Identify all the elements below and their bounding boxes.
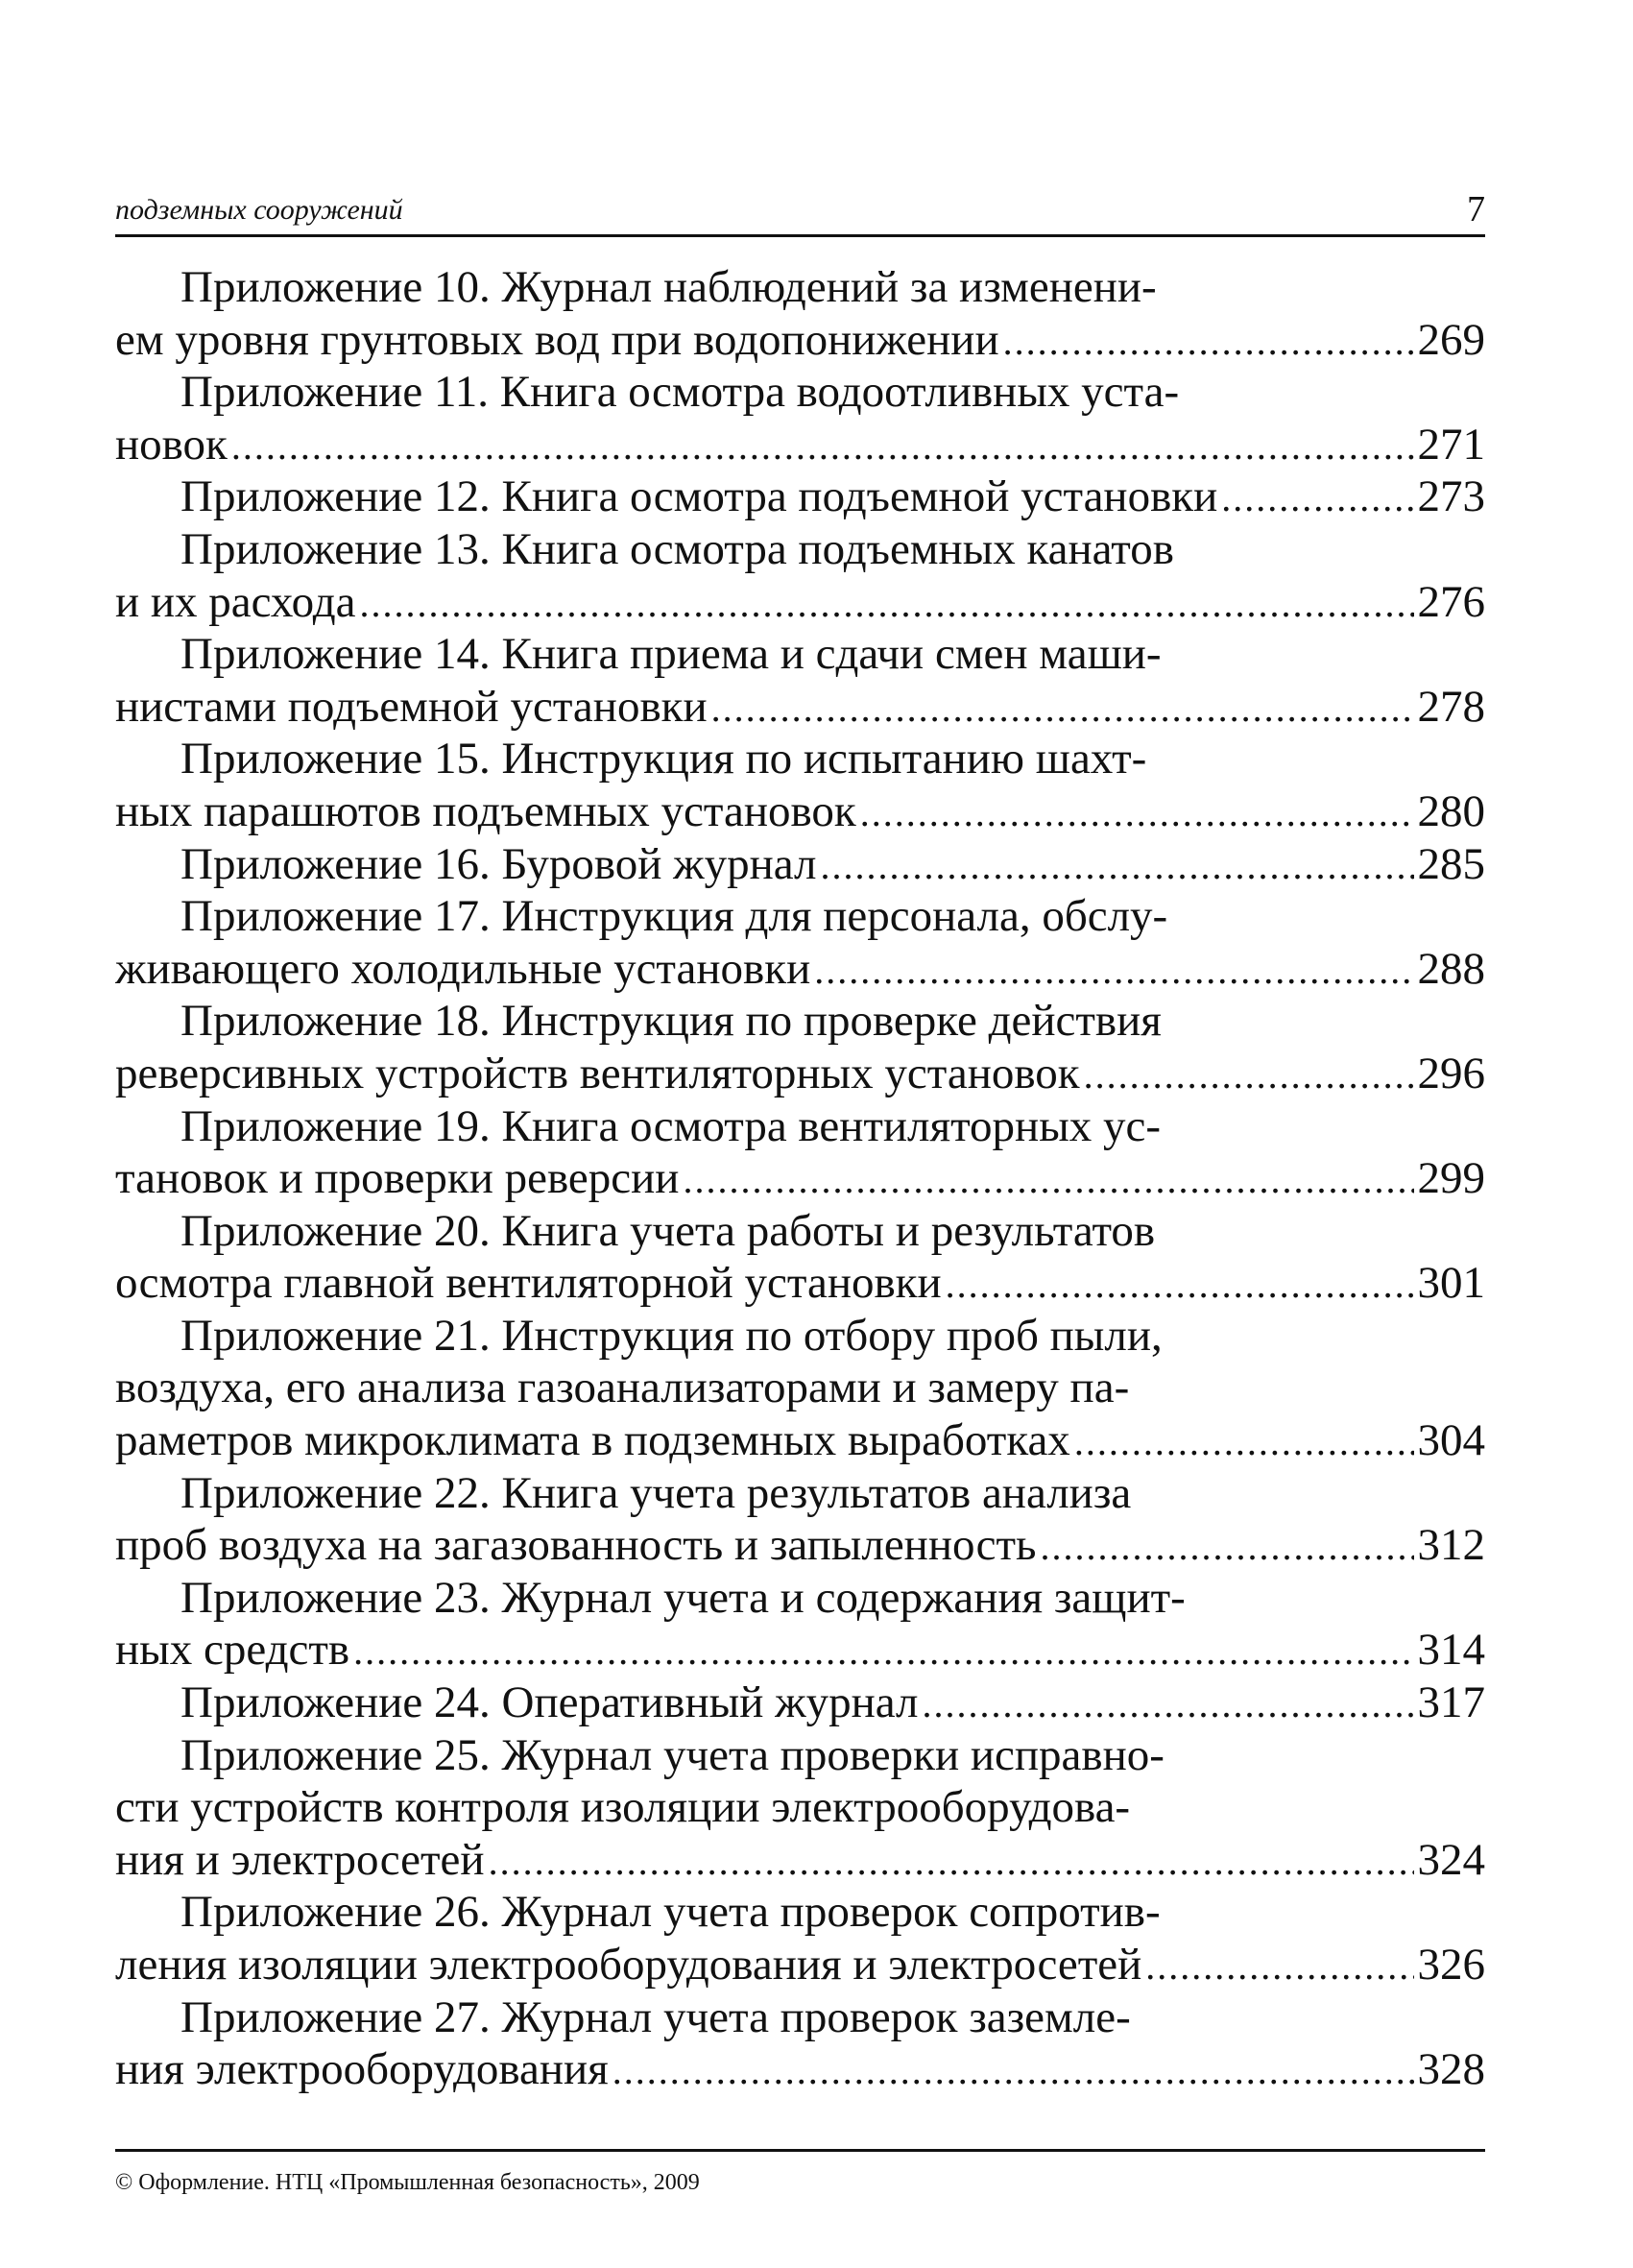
toc-entry-text: Приложение 27. Журнал учета проверок заземле- [180, 1991, 1131, 2042]
toc-entry-line [115, 943, 1485, 996]
toc-page-number: 314 [1417, 1625, 1485, 1676]
toc-entry-text: Приложение 25. Журнал учета проверки исправно- [180, 1729, 1165, 1780]
table-of-contents [115, 261, 1485, 2096]
toc-entry-line [115, 261, 1485, 314]
toc-entry-text: ления изоляции электрооборудования и электросетей [115, 1940, 1142, 1990]
dot-leader [814, 945, 1413, 996]
toc-entry-text: Приложение 22. Книга учета результатов анализа [180, 1467, 1132, 1518]
toc-entry-line [115, 1414, 1485, 1467]
toc-entry [115, 1572, 1485, 1677]
dot-leader [1040, 1521, 1413, 1572]
toc-entry-text: воздуха, его анализа газоанализаторами и замеру па- [115, 1363, 1130, 1413]
toc-entry-line [115, 1257, 1485, 1310]
dot-leader [353, 1626, 1413, 1677]
toc-entry-text: Приложение 18. Инструкция по проверке действия [180, 996, 1162, 1047]
toc-entry-text: проб воздуха на загазованность и запыленность [115, 1520, 1037, 1571]
toc-entry-text: Приложение 10. Журнал наблюдений за изменени- [180, 262, 1157, 312]
running-title: подземных сооружений [115, 194, 403, 226]
toc-entry-line [115, 995, 1485, 1048]
toc-entry [115, 1886, 1485, 1991]
dot-leader [612, 2045, 1414, 2096]
toc-entry-line [115, 470, 1485, 523]
dot-leader [489, 1836, 1414, 1887]
toc-entry-text: осмотра главной вентиляторной установки [115, 1258, 942, 1309]
toc-entry-line [115, 733, 1485, 785]
toc-entry-line [115, 1781, 1485, 1834]
toc-entry-line [115, 1152, 1485, 1205]
toc-entry-line [115, 1362, 1485, 1414]
toc-page-number: 296 [1417, 1048, 1485, 1098]
toc-entry [115, 733, 1485, 837]
dot-leader [1084, 1050, 1414, 1100]
toc-page-number: 278 [1417, 681, 1485, 732]
toc-page-number: 304 [1417, 1415, 1485, 1466]
toc-page-number: 269 [1417, 314, 1485, 365]
toc-entry-line [115, 1939, 1485, 1991]
toc-entry-line [115, 366, 1485, 419]
toc-entry-line [115, 785, 1485, 838]
header-rule [115, 234, 1485, 237]
toc-entry [115, 523, 1485, 628]
toc-page-number: 326 [1417, 1940, 1485, 1990]
toc-entry [115, 1729, 1485, 1887]
toc-entry-text: Приложение 19. Книга осмотра вентиляторных ус- [180, 1100, 1162, 1151]
toc-entry-text: ния электрооборудования [115, 2044, 609, 2095]
toc-entry-line [115, 2043, 1485, 2096]
toc-entry-text: Приложение 24. Оперативный журнал [180, 1677, 919, 1728]
toc-entry-line [115, 1100, 1485, 1153]
running-header [115, 188, 1485, 234]
dot-leader [946, 1259, 1414, 1310]
toc-entry-line [115, 1834, 1485, 1887]
toc-entry-line [115, 1624, 1485, 1677]
toc-entry-text: Приложение 15. Инструкция по испытанию шахт- [180, 734, 1147, 784]
toc-page-number: 301 [1417, 1258, 1485, 1309]
dot-leader [1145, 1941, 1413, 1991]
footer-rule [115, 2149, 1485, 2152]
toc-entry-text: Приложение 23. Журнал учета и содержания защит- [180, 1572, 1186, 1623]
toc-page-number: 324 [1417, 1834, 1485, 1885]
toc-entry-line [115, 1048, 1485, 1100]
dot-leader [860, 787, 1414, 838]
toc-page-number: 299 [1417, 1153, 1485, 1204]
toc-entry-line [115, 1205, 1485, 1258]
toc-page-number: 280 [1417, 785, 1485, 836]
dot-leader [922, 1678, 1413, 1729]
toc-entry [115, 1467, 1485, 1572]
toc-entry-text: Приложение 16. Буровой журнал [180, 838, 817, 889]
toc-entry [115, 261, 1485, 366]
toc-entry-text: тановок и проверки реверсии [115, 1153, 680, 1204]
toc-entry-line [115, 1886, 1485, 1939]
dot-leader [683, 1154, 1413, 1205]
toc-page-number: 328 [1417, 2044, 1485, 2095]
dot-leader [820, 840, 1413, 891]
toc-entry-line [115, 314, 1485, 367]
toc-page-number: 317 [1417, 1677, 1485, 1728]
toc-entry-text: сти устройств контроля изоляции электрооборудова- [115, 1782, 1131, 1833]
toc-entry [115, 1677, 1485, 1729]
toc-entry-line [115, 1519, 1485, 1572]
toc-entry-line [115, 576, 1485, 629]
dot-leader [711, 683, 1414, 734]
dot-leader [1221, 472, 1413, 523]
toc-entry-text: Приложение 11. Книга осмотра водоотливных уста- [180, 367, 1180, 418]
toc-entry-line [115, 1572, 1485, 1625]
toc-entry [115, 890, 1485, 995]
toc-entry-text: ных парашютов подъемных установок [115, 785, 856, 836]
toc-entry-line [115, 1467, 1485, 1520]
toc-entry-text: Приложение 12. Книга осмотра подъемной установки [180, 471, 1218, 522]
toc-entry-line [115, 838, 1485, 891]
toc-page-number: 312 [1417, 1520, 1485, 1571]
toc-entry [115, 1205, 1485, 1310]
toc-entry-line [115, 419, 1485, 471]
dot-leader [360, 578, 1414, 629]
toc-entry [115, 1100, 1485, 1205]
toc-entry [115, 1991, 1485, 2096]
toc-entry-line [115, 523, 1485, 576]
toc-entry-line [115, 1310, 1485, 1363]
toc-entry-text: реверсивных устройств вентиляторных установок [115, 1048, 1080, 1098]
toc-entry-line [115, 681, 1485, 734]
toc-entry-text: раметров микроклимата в подземных выработках [115, 1415, 1070, 1466]
toc-entry [115, 470, 1485, 523]
toc-entry-text: ния и электросетей [115, 1834, 485, 1885]
toc-entry-text: ных средств [115, 1625, 350, 1676]
toc-entry-line [115, 1677, 1485, 1729]
toc-entry [115, 366, 1485, 470]
toc-entry-text: Приложение 13. Книга осмотра подъемных канатов [180, 523, 1174, 574]
toc-entry-line [115, 1991, 1485, 2044]
toc-entry [115, 838, 1485, 891]
toc-entry-text: Приложение 26. Журнал учета проверок сопротив- [180, 1887, 1161, 1938]
toc-entry-text: ем уровня грунтовых вод при водопонижении [115, 314, 999, 365]
dot-leader [1003, 316, 1414, 367]
toc-entry-text: Приложение 17. Инструкция для персонала, обслу- [180, 891, 1168, 942]
page-number: 7 [1467, 189, 1485, 229]
toc-entry-text: и их расхода [115, 576, 356, 627]
toc-entry-text: Приложение 20. Книга учета работы и результатов [180, 1205, 1156, 1256]
toc-entry-line [115, 1729, 1485, 1782]
toc-entry-line [115, 890, 1485, 943]
toc-entry [115, 628, 1485, 733]
toc-page-number: 276 [1417, 576, 1485, 627]
toc-page-number: 288 [1417, 943, 1485, 994]
dot-leader [231, 421, 1414, 471]
toc-entry-text: Приложение 21. Инструкция по отбору проб пыли, [180, 1310, 1163, 1361]
toc-page-number: 285 [1417, 838, 1485, 889]
dot-leader [1074, 1416, 1414, 1467]
toc-entry-text: нистами подъемной установки [115, 681, 708, 732]
copyright-footer: © Оформление. НТЦ «Промышленная безопасность», 2009 [115, 2170, 700, 2195]
toc-page-number: 273 [1417, 471, 1485, 522]
toc-entry-text: живающего холодильные установки [115, 943, 811, 994]
toc-entry-text: Приложение 14. Книга приема и сдачи смен маши- [180, 629, 1162, 680]
toc-entry [115, 1310, 1485, 1467]
toc-page-number: 271 [1417, 419, 1485, 470]
toc-entry-line [115, 628, 1485, 681]
toc-entry-text: новок [115, 419, 228, 470]
toc-entry [115, 995, 1485, 1099]
